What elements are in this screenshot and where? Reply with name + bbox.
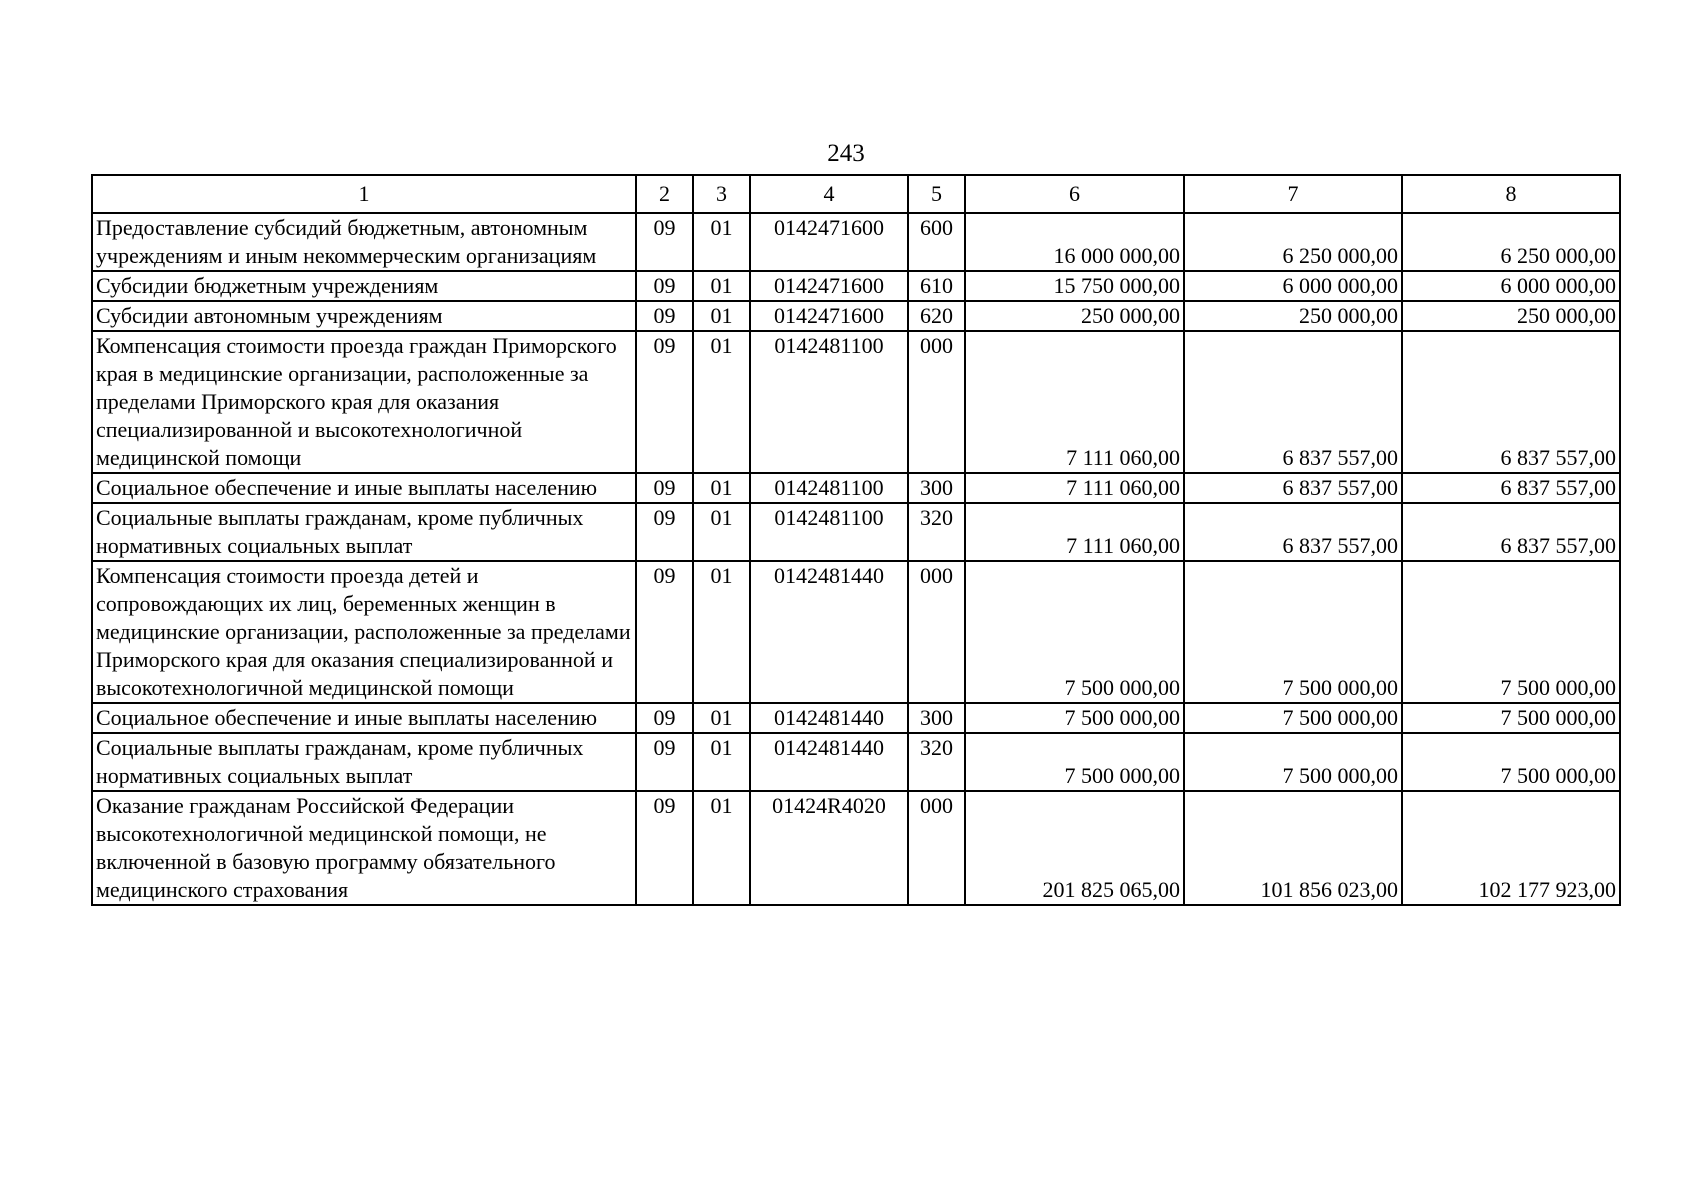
- section-code: 09: [636, 703, 693, 733]
- target-article-code: 0142481440: [750, 561, 908, 703]
- subsection-code: 01: [693, 213, 750, 271]
- subsection-code: 01: [693, 561, 750, 703]
- table-row: [92, 791, 1620, 905]
- amount-col7: 7 500 000,00: [1184, 561, 1402, 703]
- table-row: [92, 213, 1620, 271]
- amount-col7: 6 837 557,00: [1184, 473, 1402, 503]
- amount-col6: 7 500 000,00: [965, 703, 1184, 733]
- expense-type-code: 320: [908, 733, 965, 791]
- amount-col6: 15 750 000,00: [965, 271, 1184, 301]
- target-article-code: 0142481100: [750, 473, 908, 503]
- section-code: 09: [636, 331, 693, 473]
- amount-col7: 6 000 000,00: [1184, 271, 1402, 301]
- row-name: Социальное обеспечение и иные выплаты населению: [92, 473, 636, 503]
- subsection-code: 01: [693, 733, 750, 791]
- table-row: [92, 561, 1620, 703]
- column-header: 5: [908, 175, 965, 213]
- amount-col6: 7 111 060,00: [965, 331, 1184, 473]
- amount-col6: 7 111 060,00: [965, 503, 1184, 561]
- expense-type-code: 000: [908, 331, 965, 473]
- section-code: 09: [636, 791, 693, 905]
- subsection-code: 01: [693, 331, 750, 473]
- row-name: Оказание гражданам Российской Федерации высокотехнологичной медицинской помощи, не включенной в базовую программу обязательного медицинского страхования: [92, 791, 636, 905]
- section-code: 09: [636, 503, 693, 561]
- amount-col8: 7 500 000,00: [1402, 703, 1620, 733]
- row-name: Субсидии автономным учреждениям: [92, 301, 636, 331]
- section-code: 09: [636, 213, 693, 271]
- target-article-code: 01424R4020: [750, 791, 908, 905]
- expense-type-code: 320: [908, 503, 965, 561]
- budget-table: [91, 174, 1621, 906]
- column-header: 7: [1184, 175, 1402, 213]
- expense-type-code: 300: [908, 703, 965, 733]
- subsection-code: 01: [693, 703, 750, 733]
- column-header: 8: [1402, 175, 1620, 213]
- amount-col8: 6 000 000,00: [1402, 271, 1620, 301]
- amount-col6: 7 500 000,00: [965, 733, 1184, 791]
- section-code: 09: [636, 561, 693, 703]
- amount-col7: 250 000,00: [1184, 301, 1402, 331]
- amount-col7: 7 500 000,00: [1184, 733, 1402, 791]
- amount-col8: 6 250 000,00: [1402, 213, 1620, 271]
- amount-col7: 6 837 557,00: [1184, 331, 1402, 473]
- amount-col6: 16 000 000,00: [965, 213, 1184, 271]
- column-header: 1: [92, 175, 636, 213]
- table-row: [92, 271, 1620, 301]
- expense-type-code: 610: [908, 271, 965, 301]
- row-name: Социальные выплаты гражданам, кроме публичных нормативных социальных выплат: [92, 503, 636, 561]
- amount-col6: 7 500 000,00: [965, 561, 1184, 703]
- amount-col8: 6 837 557,00: [1402, 473, 1620, 503]
- expense-type-code: 600: [908, 213, 965, 271]
- table-row: [92, 733, 1620, 791]
- amount-col7: 6 837 557,00: [1184, 503, 1402, 561]
- table-row: [92, 331, 1620, 473]
- subsection-code: 01: [693, 503, 750, 561]
- page-number: 243: [827, 140, 865, 167]
- amount-col8: 6 837 557,00: [1402, 331, 1620, 473]
- row-name: Субсидии бюджетным учреждениям: [92, 271, 636, 301]
- target-article-code: 0142471600: [750, 213, 908, 271]
- amount-col7: 6 250 000,00: [1184, 213, 1402, 271]
- column-number-row: [92, 175, 1620, 213]
- expense-type-code: 000: [908, 561, 965, 703]
- amount-col6: 201 825 065,00: [965, 791, 1184, 905]
- amount-col8: 102 177 923,00: [1402, 791, 1620, 905]
- section-code: 09: [636, 473, 693, 503]
- expense-type-code: 300: [908, 473, 965, 503]
- target-article-code: 0142481440: [750, 703, 908, 733]
- amount-col7: 101 856 023,00: [1184, 791, 1402, 905]
- section-code: 09: [636, 271, 693, 301]
- table-row: [92, 473, 1620, 503]
- table-row: [92, 703, 1620, 733]
- row-name: Социальное обеспечение и иные выплаты населению: [92, 703, 636, 733]
- row-name: Компенсация стоимости проезда граждан Приморского края в медицинские организации, расположенные за пределами Приморского края для оказания специализированной и высокотехнологичной медицинской помощи: [92, 331, 636, 473]
- amount-col6: 7 111 060,00: [965, 473, 1184, 503]
- row-name: Предоставление субсидий бюджетным, автономным учреждениям и иным некоммерческим организациям: [92, 213, 636, 271]
- target-article-code: 0142471600: [750, 271, 908, 301]
- table-row: [92, 503, 1620, 561]
- subsection-code: 01: [693, 791, 750, 905]
- table-row: [92, 301, 1620, 331]
- target-article-code: 0142481100: [750, 331, 908, 473]
- column-header: 6: [965, 175, 1184, 213]
- expense-type-code: 620: [908, 301, 965, 331]
- row-name: Социальные выплаты гражданам, кроме публичных нормативных социальных выплат: [92, 733, 636, 791]
- section-code: 09: [636, 301, 693, 331]
- target-article-code: 0142471600: [750, 301, 908, 331]
- amount-col8: 7 500 000,00: [1402, 561, 1620, 703]
- subsection-code: 01: [693, 271, 750, 301]
- section-code: 09: [636, 733, 693, 791]
- amount-col8: 7 500 000,00: [1402, 733, 1620, 791]
- column-header: 4: [750, 175, 908, 213]
- subsection-code: 01: [693, 473, 750, 503]
- column-header: 3: [693, 175, 750, 213]
- column-header: 2: [636, 175, 693, 213]
- row-name: Компенсация стоимости проезда детей и сопровождающих их лиц, беременных женщин в медицинские организации, расположенные за пределами Приморского края для оказания специализированной и высокотехнологичной медицинской помощи: [92, 561, 636, 703]
- amount-col8: 250 000,00: [1402, 301, 1620, 331]
- subsection-code: 01: [693, 301, 750, 331]
- amount-col7: 7 500 000,00: [1184, 703, 1402, 733]
- target-article-code: 0142481100: [750, 503, 908, 561]
- amount-col6: 250 000,00: [965, 301, 1184, 331]
- amount-col8: 6 837 557,00: [1402, 503, 1620, 561]
- expense-type-code: 000: [908, 791, 965, 905]
- target-article-code: 0142481440: [750, 733, 908, 791]
